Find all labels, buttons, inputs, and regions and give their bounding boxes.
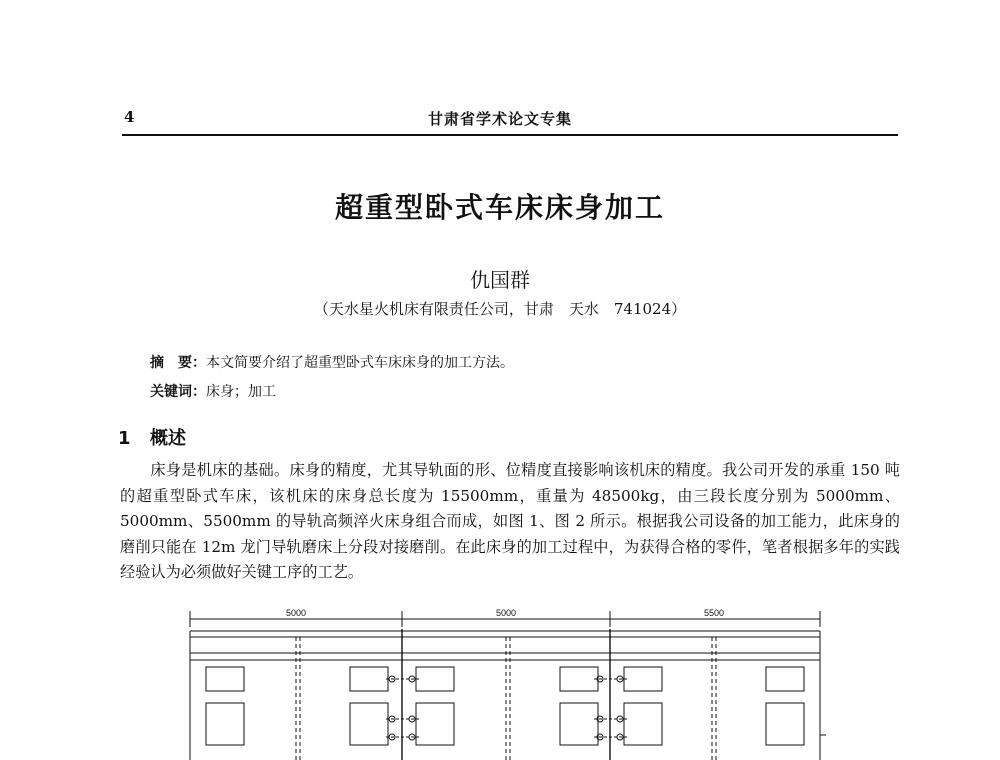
bed-window	[560, 667, 598, 691]
section-heading	[118, 424, 186, 450]
joint-bolts	[386, 676, 628, 740]
bed-window	[206, 703, 244, 745]
bed-window	[416, 703, 454, 745]
section-number: 1	[118, 428, 131, 449]
author-name: 仇国群	[470, 268, 530, 292]
bed-window	[206, 667, 244, 691]
keywords	[150, 381, 890, 401]
section-title: 概述	[150, 428, 186, 449]
abstract	[150, 352, 890, 372]
bed-window	[416, 667, 454, 691]
bed-window	[560, 703, 598, 745]
header-rule	[122, 134, 898, 136]
keywords-label: 关键词：	[150, 384, 206, 400]
dimension-label-2: 5000	[495, 608, 517, 618]
body-paragraph: 床身是机床的基础。床身的精度，尤其导轨面的形、位精度直接影响该机床的精度。我公司开发的承重 150 吨的超重型卧式车床，该机床的床身总长度为 15500mm，重量为 48500kg，由三段长度分别为 5000mm、5000mm、5500mm 的导轨高频淬火床身组合而成，如图 1、图 2 所示。根据我公司设备的加工能力，此床身的磨削只能在 12m 龙门导轨磨床上分段对接磨削。在此床身的加工过程中，为获得合格的零件，笔者根据多年的实践经验认为必须做好关键工序的工艺。	[120, 461, 900, 581]
bed-drawing-figure	[180, 605, 840, 760]
abstract-label: 摘 要：	[150, 355, 206, 371]
bed-window	[766, 703, 804, 745]
article-title: 超重型卧式车床床身加工	[334, 191, 665, 224]
bed-window	[624, 703, 662, 745]
keywords-text: 床身；加工	[206, 384, 276, 400]
author-affiliation: （天水星火机床有限责任公司，甘肃 天水 741024）	[313, 300, 687, 318]
abstract-text: 本文简要介绍了超重型卧式车床床身的加工方法。	[206, 355, 514, 371]
running-header: 甘肃省学术论文专集	[427, 110, 572, 128]
dimension-label-1: 5000	[285, 608, 307, 618]
bed-window	[766, 667, 804, 691]
dimension-label-3: 5500	[703, 608, 725, 618]
bed-window	[350, 703, 388, 745]
bed-window	[350, 667, 388, 691]
bed-window	[624, 667, 662, 691]
page-number: 4	[124, 108, 135, 126]
